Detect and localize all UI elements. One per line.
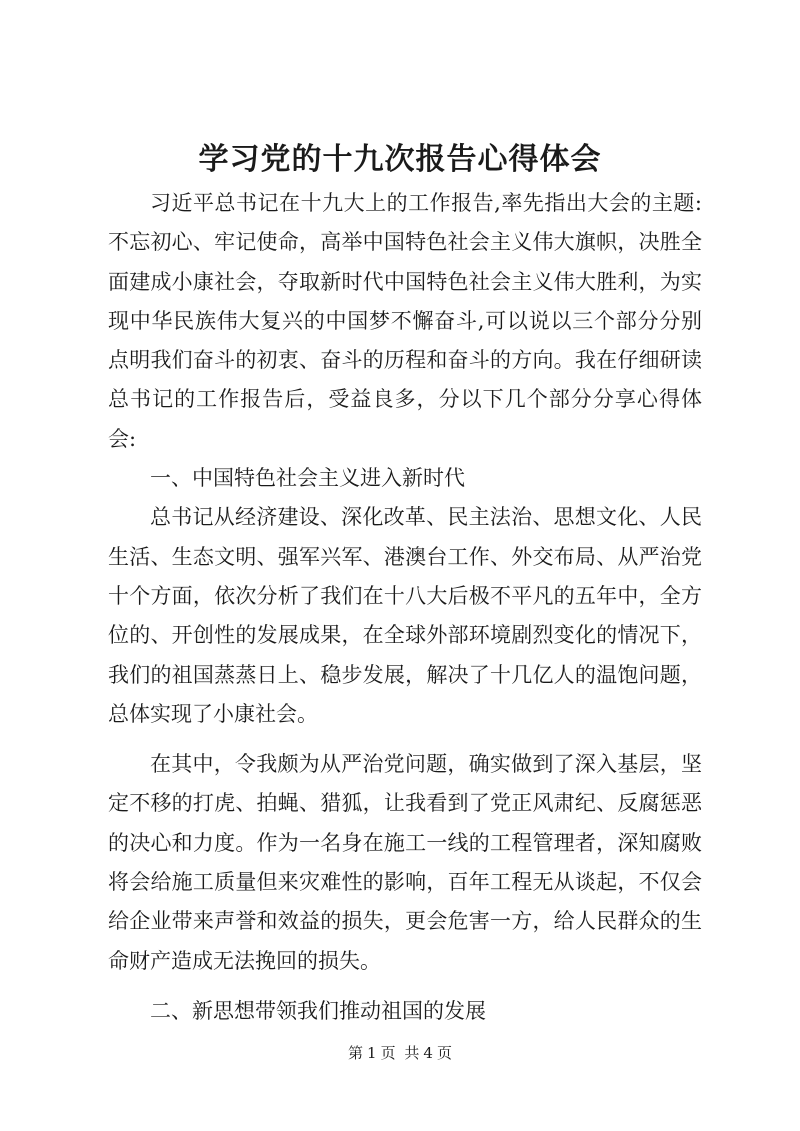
section-heading-1: 一、中国特色社会主义进入新时代 — [150, 466, 465, 491]
paragraph-section-1: 总书记从经济建设、深化改革、民主法治、思想文化、人民生活、生态文明、强军兴军、港澳台工作、外交布局、从严治党十个方面，依次分析了我们在十八大后极不平凡的五年中，全方位的、开创性的发展成果，在全球外部环境剧烈变化的情况下，我们的祖国蒸蒸日上、稳步发展，解决了十几亿人的温饱问题，总体实现了小康社会。 — [108, 505, 702, 726]
total-prefix: 共 — [404, 1044, 420, 1062]
page-label-prefix: 第 — [348, 1044, 364, 1062]
page-footer — [0, 1043, 800, 1063]
section-heading-2: 二、新思想带领我们推动祖国的发展 — [150, 998, 486, 1023]
paragraph-section-1-detail: 在其中，令我颇为从严治党问题，确实做到了深入基层，坚定不移的打虎、拍蝇、猎狐，让我看到了党正风肃纪、反腐惩恶的决心和力度。作为一名身在施工一线的工程管理者，深知腐败将会给施工质量但来灾难性的影响，百年工程无从谈起，不仅会给企业带来声誉和效益的损失，更会危害一方，给人民群众的生命财产造成无法挽回的损失。 — [108, 752, 702, 973]
total-suffix: 页 — [436, 1044, 452, 1062]
page-label-mid: 页 — [380, 1044, 396, 1062]
document-title: 学习党的十九次报告心得体会 — [198, 142, 602, 177]
total-pages: 4 — [423, 1044, 433, 1062]
document-body — [108, 184, 702, 1031]
page-number: 1 — [367, 1044, 377, 1062]
paragraph-intro: 习近平总书记在十九大上的工作报告,率先指出大会的主题:不忘初心、牢记使命，高举中国特色社会主义伟大旗帜，决胜全面建成小康社会，夺取新时代中国特色社会主义伟大胜利，为实现中华民族伟大复兴的中国梦不懈奋斗,可以说以三个部分分别点明我们奋斗的初衷、奋斗的历程和奋斗的方向。我在仔细研读总书记的工作报告后，受益良多，分以下几个部分分享心得体会: — [108, 191, 702, 451]
